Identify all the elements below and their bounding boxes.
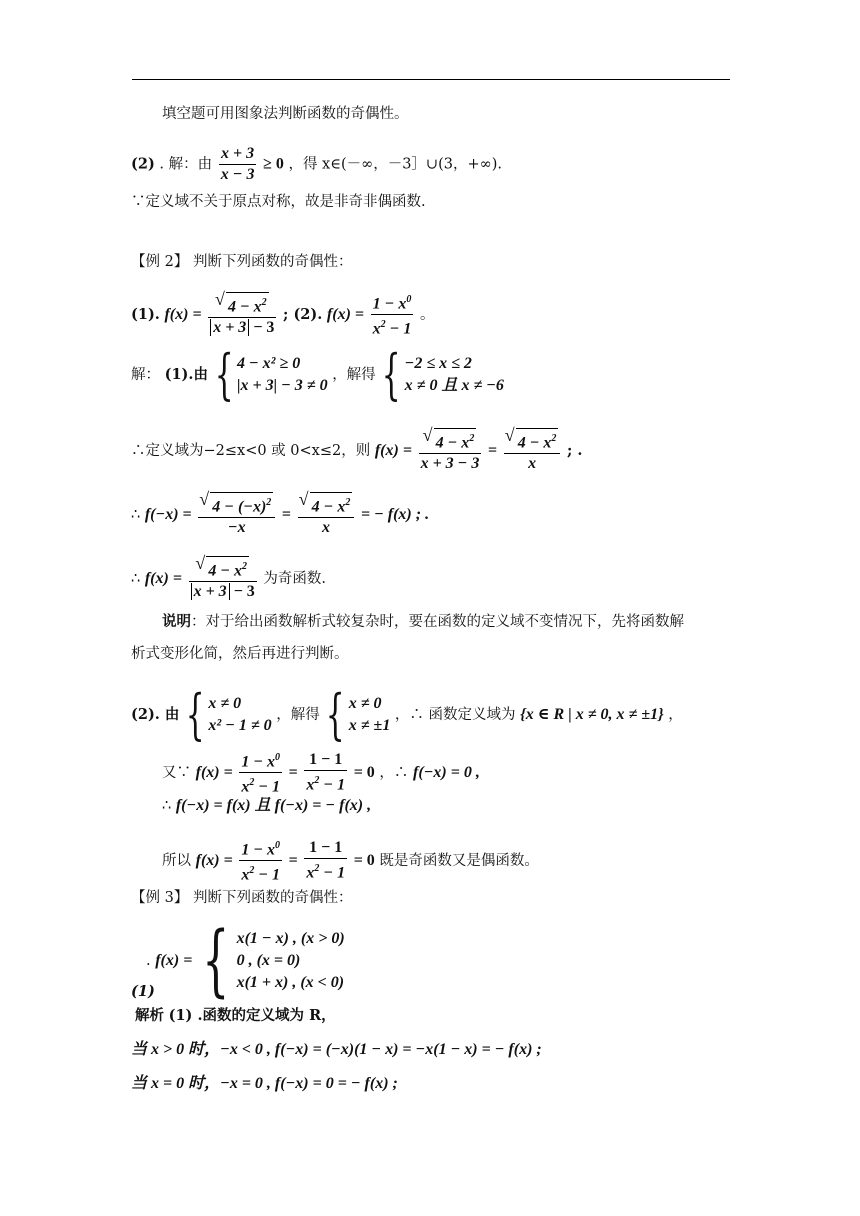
denominator: x − 3 [220, 166, 255, 183]
system-row: −2 ≤ x ≤ 2 [404, 355, 472, 372]
fraction: $\frac{1 - x^0}{x^2 - 1}$ [239, 748, 282, 798]
system-row: x² − 1 ≠ 0 [208, 717, 272, 734]
fraction: √ $\frac{4 - x^2}{x + 3 - 3}$ [419, 428, 482, 474]
system-row: x ≠ 0 且 x ≠ −6 [404, 377, 504, 394]
note-label: 说明 [162, 613, 191, 630]
text: . 解：由 [159, 156, 213, 173]
fraction: $\frac{1 - x^0}{x^2 - 1}$ [239, 836, 282, 886]
text: (1) .函数的定义域为 R， [168, 1007, 336, 1024]
formula: f(x) = [164, 305, 202, 323]
part-label: (2) [131, 155, 155, 173]
formula: f(−x) = [144, 506, 192, 524]
fraction: √ $\frac{4 - x^2}{x + 3 - 3}$ [208, 292, 276, 338]
text: 解： [131, 367, 160, 383]
formula: f(−x) = 0 , [413, 763, 480, 781]
analysis-label: 解析 [135, 1007, 164, 1024]
analysis-line [135, 1006, 336, 1026]
fraction: √ $\frac{4 - x^2}{x}$ [504, 428, 561, 474]
text: (1).由 [164, 366, 208, 383]
piecewise-function [146, 916, 345, 1006]
case-row: 0 , (x = 0) [236, 952, 301, 969]
fraction: $\frac{1 - 1}{x^2 - 1}$ [306, 751, 346, 794]
formula: f(x) = [195, 851, 233, 869]
text: ，∴ 函数定义域为 [394, 707, 516, 723]
example-2-title: 【例 2】 判断下列函数的奇偶性： [131, 254, 353, 270]
text: ， [668, 707, 683, 723]
text-line: 填空题可用图象法判断函数的奇偶性。 [162, 106, 409, 122]
formula: 当 x > 0 时，−x < 0 , f(−x) = (−x)(1 − x) = −x(1 − x) = − f(x) ; [131, 1041, 542, 1058]
formula: f(x) = [144, 570, 182, 588]
part-2-system-line [131, 683, 683, 746]
text: 为奇函数. [263, 571, 327, 588]
formula: 当 x = 0 时，−x = 0 , f(−x) = 0 = − f(x) ; [131, 1075, 398, 1092]
system-row: x ≠ 0 [208, 695, 242, 712]
fraction [219, 144, 257, 185]
case-line [131, 1040, 542, 1060]
inequality: ≥ 0 [263, 155, 284, 173]
conclusion-line: 所以 f(x) = $\frac{1 - x^0}{x^2 - 1}$ = $\frac{1 - 1}{x^2 - 1}$ = 0 既是奇函数又是偶函数。 [162, 836, 539, 886]
text: ∴ [131, 571, 141, 588]
formula: f(x) = [374, 442, 412, 460]
note-line-2: 析式变形化简，然后再进行判断。 [131, 646, 349, 662]
text: ，解得 [332, 367, 376, 383]
formula: f(x) = [155, 952, 193, 969]
both-line [162, 796, 371, 816]
text: 所以 [162, 852, 191, 869]
text: ，∴ [379, 764, 409, 781]
text: . [146, 953, 151, 969]
example-2-functions [131, 290, 434, 340]
case-line [131, 1074, 398, 1094]
part-label: (1). [131, 305, 160, 323]
negation-line: ∴ f(−x) = √ $\frac{4 - (-x)^2}{-x}$ = √ $\frac{4 - x^2}{x}$ = − f(x) ; . [131, 492, 429, 538]
system-row: x ≠ ±1 [348, 717, 391, 734]
piecewise-cases: { x(1 − x) , (x > 0) 0 , (x = 0) x(1 + x) , (x < 0) [202, 916, 345, 1006]
fraction: √ $\frac{4 - x^2}{x}$ [298, 492, 355, 538]
header-rule [132, 79, 730, 80]
text: 。 [419, 306, 435, 323]
note-line-1 [162, 612, 684, 632]
fraction: $\frac{1 - x^0}{x^2 - 1}$ [371, 290, 414, 340]
system-row: |x + 3| − 3 ≠ 0 [236, 377, 328, 394]
case-row: x(1 − x) , (x > 0) [236, 930, 345, 947]
text: ∴ [162, 798, 172, 814]
system-row: x ≠ 0 [348, 695, 382, 712]
system-row: 4 − x² ≥ 0 [236, 355, 301, 372]
odd-conclusion-line [131, 556, 326, 602]
text: ; . [567, 442, 583, 460]
equation-system: { x ≠ 0 x² − 1 ≠ 0 [185, 683, 272, 746]
example-3-title: 【例 3】 判断下列函数的奇偶性： [131, 890, 353, 906]
formula: f(−x) = f(x) 且 f(−x) = − f(x) , [175, 797, 372, 814]
fraction: $\frac{1 - 1}{x^2 - 1}$ [306, 839, 346, 882]
fraction: √ $\frac{4 - (-x)^2}{-x}$ [198, 492, 275, 538]
text: ∴ [131, 507, 141, 524]
domain-set: {x ∈ R | x ≠ 0, x ≠ ±1} [520, 706, 664, 723]
text: 既是奇函数又是偶函数。 [379, 852, 539, 869]
text-line: ∵定义域不关于原点对称，故是非奇非偶函数. [131, 194, 426, 210]
equation-system: { x ≠ 0 x ≠ ±1 [326, 683, 391, 746]
formula: f(x) = [195, 763, 233, 781]
solution-2-line [131, 144, 502, 185]
equation-system: { −2 ≤ x ≤ 2 x ≠ 0 且 x ≠ −6 [382, 343, 504, 406]
text: ，解得 [276, 707, 320, 723]
text: ，得 x∈(－∞，－3］∪(3，+∞). [288, 156, 502, 173]
case-row: x(1 + x) , (x < 0) [236, 974, 345, 991]
text: (2). 由 [131, 706, 180, 723]
text: = − f(x) ; . [360, 506, 430, 524]
fraction: √ $\frac{4 - x^2}{x + 3 - 3}$ [189, 556, 257, 602]
solution-system-line [131, 343, 504, 406]
separator: ; (2). [283, 305, 323, 323]
text: ：对于给出函数解析式较复杂时，要在函数的定义域不变情况下，先将函数解 [191, 614, 684, 630]
formula: f(x) = [326, 305, 365, 323]
equation-system: { 4 − x² ≥ 0 |x + 3| − 3 ≠ 0 [214, 343, 328, 406]
text: ∴定义域为−2≤x<0 或 0<x≤2，则 [131, 443, 371, 460]
domain-line: ∴定义域为−2≤x<0 或 0<x≤2，则 f(x) = √ $\frac{4 - x^2}{x + 3 - 3}$ = √ $\frac{4 - x^2}{x}$ ; . [131, 428, 582, 474]
numerator: x + 3 [219, 144, 257, 165]
evaluation-line: 又∵ f(x) = $\frac{1 - x^0}{x^2 - 1}$ = $\frac{1 - 1}{x^2 - 1}$ = 0 ，∴ f(−x) = 0 , [162, 748, 480, 798]
text: 又∵ [162, 764, 191, 781]
part-label: (1) [131, 983, 155, 1000]
